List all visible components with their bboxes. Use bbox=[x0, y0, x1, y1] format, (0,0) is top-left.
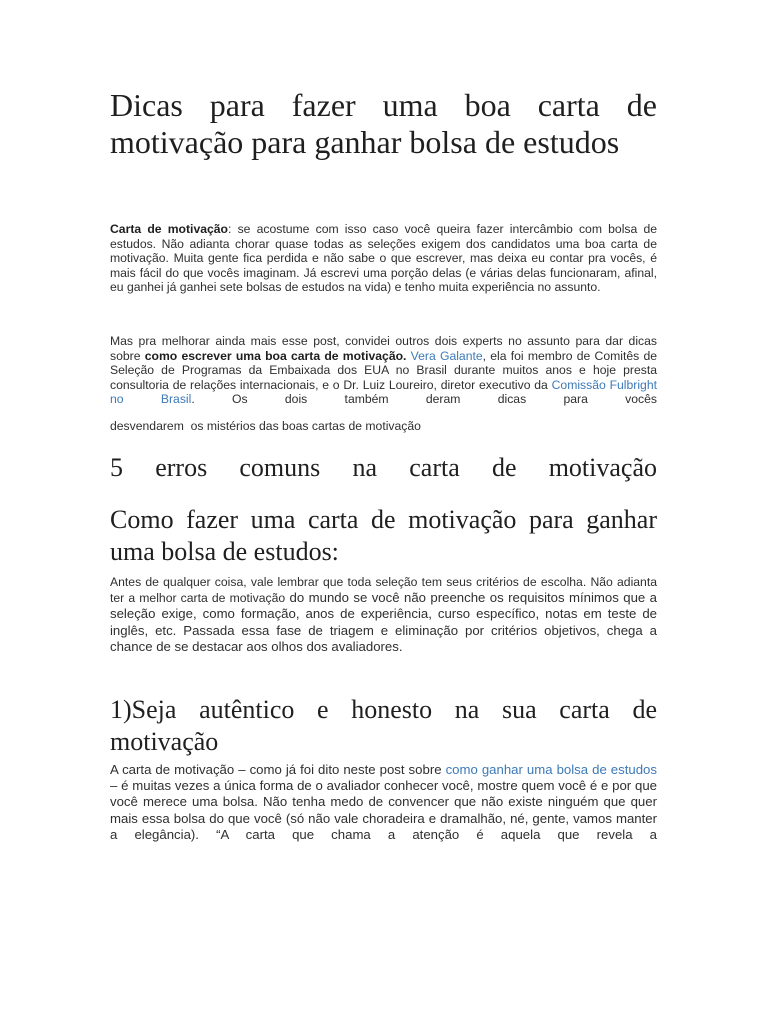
heading-tip1: 1)Seja autêntico e honesto na sua carta de motivação bbox=[110, 694, 657, 756]
intro-lead: Carta de motivação bbox=[110, 222, 229, 236]
tip1-text-2: – é muitas vezes a única forma de o avaliador conhecer você, mostre quem você é e por que você merece uma bolsa. Não tenha medo de convencer que não existe ninguém que quer mais essa bolsa do que você (só não vale choradeira e dramalhão, né, gente, vamos manter a elegância). “A carta que chama a atenção é aquela que revela a bbox=[110, 777, 657, 842]
tip1-paragraph bbox=[110, 762, 657, 842]
experts-bold: como escrever uma boa carta de motivação. bbox=[144, 348, 407, 363]
before-text-2: do mundo se você não preenche os requisitos mínimos que a seleção exige, como formação, anos de experiência, curso específico, notas em teste de inglês, etc. Passada essa fase de triagem e eliminação por critérios objetivos, chega a chance de se destacar aos olhos dos avaliadores. bbox=[110, 589, 657, 655]
experts-text-1: Mas pra melhorar ainda mais esse post, convidei outros dois experts no assunto para dar dicas sobre bbox=[110, 333, 657, 363]
heading-errors: 5 erros comuns na carta de motivação bbox=[110, 452, 657, 482]
tip1-text-1: A carta de motivação – como já foi dito neste post sobre bbox=[110, 761, 446, 777]
intro-text: : se acostume com isso caso você queira fazer intercâmbio com bolsa de estudos. Não adianta chorar quase todas as seleções exigem dos candidatos uma boa carta de motivação. Muita gente fica perdida e não sabe o que escrever, mas deixa eu contar pra vocês, é mais fácil do que vocês imaginam. Já escrevi uma porção delas (e várias delas funcionaram, afinal, eu ganhei já ganhei sete bolsas de estudos na vida) e tenho muita experiência no assunto. bbox=[110, 222, 658, 295]
heading-how: Como fazer uma carta de motivação para ganhar uma bolsa de estudos: bbox=[110, 504, 657, 566]
experts-text-3: , ela foi membro de Comitês de Seleção de Programas da Embaixada dos EUA no Brasil durante muitos anos e hoje presta consultoria de relações internacionais, e o Dr. Luiz Loureiro, diretor executivo da bbox=[110, 348, 657, 392]
before-paragraph bbox=[110, 574, 657, 656]
experts-tail: desvendarem os mistérios das boas cartas de motivação bbox=[110, 418, 421, 433]
article bbox=[110, 87, 657, 842]
tip1-clip bbox=[110, 762, 657, 842]
link-comissao-fulbright[interactable]: Comissão Fulbright no Brasil bbox=[110, 377, 657, 407]
intro-paragraph bbox=[110, 222, 657, 295]
page-title: Dicas para fazer uma boa carta de motivação para ganhar bolsa de estudos bbox=[110, 87, 657, 160]
before-text-1: Antes de qualquer coisa, vale lembrar que toda seleção tem seus critérios de escolha. Não adianta ter a melhor carta de motivação bbox=[110, 574, 657, 605]
experts-paragraph bbox=[110, 334, 657, 407]
link-como-ganhar-bolsa[interactable]: como ganhar uma bolsa de estudos bbox=[445, 761, 657, 777]
link-vera-galante[interactable]: Vera Galante bbox=[410, 348, 483, 363]
experts-text-4: . Os dois também deram dicas para vocês bbox=[191, 392, 658, 407]
